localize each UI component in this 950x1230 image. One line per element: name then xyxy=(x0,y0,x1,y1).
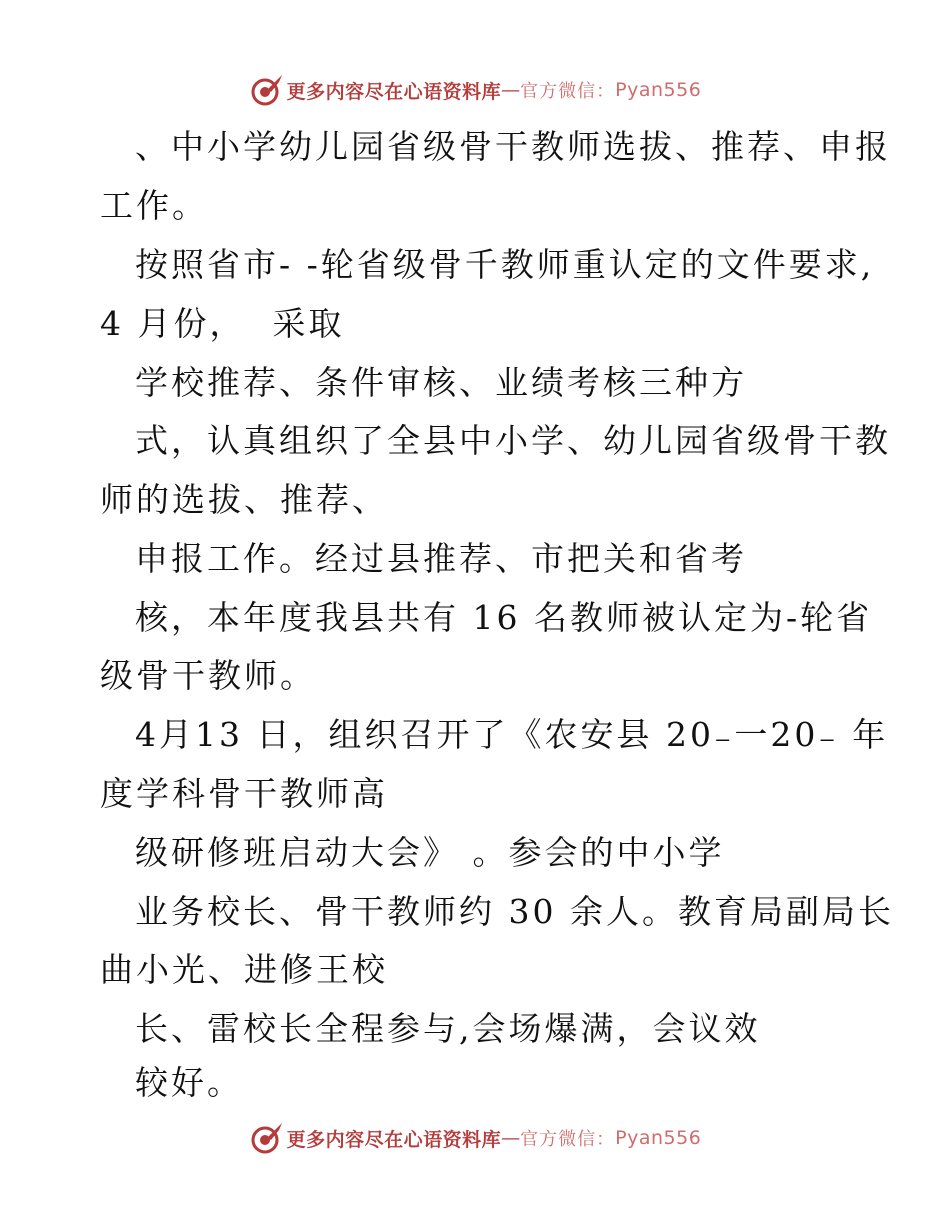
text-line: 师的选拔、推荐、 xyxy=(100,480,388,519)
header-brand-text: 更多内容尽在心语资料库 xyxy=(286,80,502,103)
text-line: 长、雷校长全程参与,会场爆满，会议效 xyxy=(135,1009,761,1048)
header-watermark xyxy=(0,70,950,110)
text-line: 4 月份， 采取 xyxy=(100,304,345,343)
footer-label: 官方微信： xyxy=(520,1129,616,1150)
text-line: 学校推荐、条件审核、业绩考核三种方 xyxy=(135,363,747,402)
footer-separator: — xyxy=(501,1127,521,1149)
footer-wechat-id: Pyan556 xyxy=(615,1127,702,1149)
header-wechat-id: Pyan556 xyxy=(615,79,702,101)
text-line: 曲小光、进修王校 xyxy=(100,950,388,989)
text-line: 、中小学幼儿园省级骨干教师选拔、推荐、申报 xyxy=(135,127,891,166)
header-separator: — xyxy=(501,79,521,101)
text-line: 业务校长、骨干教师约 30 余人。教育局副局长 xyxy=(135,892,894,931)
text-line: 核，本年度我县共有 16 名教师被认定为-轮省 xyxy=(135,598,873,637)
header-label: 官方微信： xyxy=(520,81,616,102)
text-line: 级研修班启动大会》 。参会的中小学 xyxy=(135,833,725,872)
text-line: 申报工作。经过县推荐、市把关和省考 xyxy=(135,539,747,578)
text-line: 4月13 日，组织召开了《农安县 20₋一20₋ 年 xyxy=(135,715,889,754)
quill-logo-icon xyxy=(249,1120,285,1156)
text-line: 较好。 xyxy=(135,1063,243,1102)
text-line: 度学科骨干教师高 xyxy=(100,774,388,813)
footer-watermark xyxy=(0,1118,950,1158)
text-line: 按照省市- -轮省级骨千教师重认定的文件要求, xyxy=(135,245,875,284)
quill-logo-icon xyxy=(249,72,285,108)
text-line: 工作。 xyxy=(100,186,208,225)
text-line: 级骨干教师。 xyxy=(100,656,316,695)
text-line: 式，认真组织了全县中小学、幼儿园省级骨干教 xyxy=(135,421,891,460)
footer-brand-text: 更多内容尽在心语资料库 xyxy=(286,1128,502,1151)
